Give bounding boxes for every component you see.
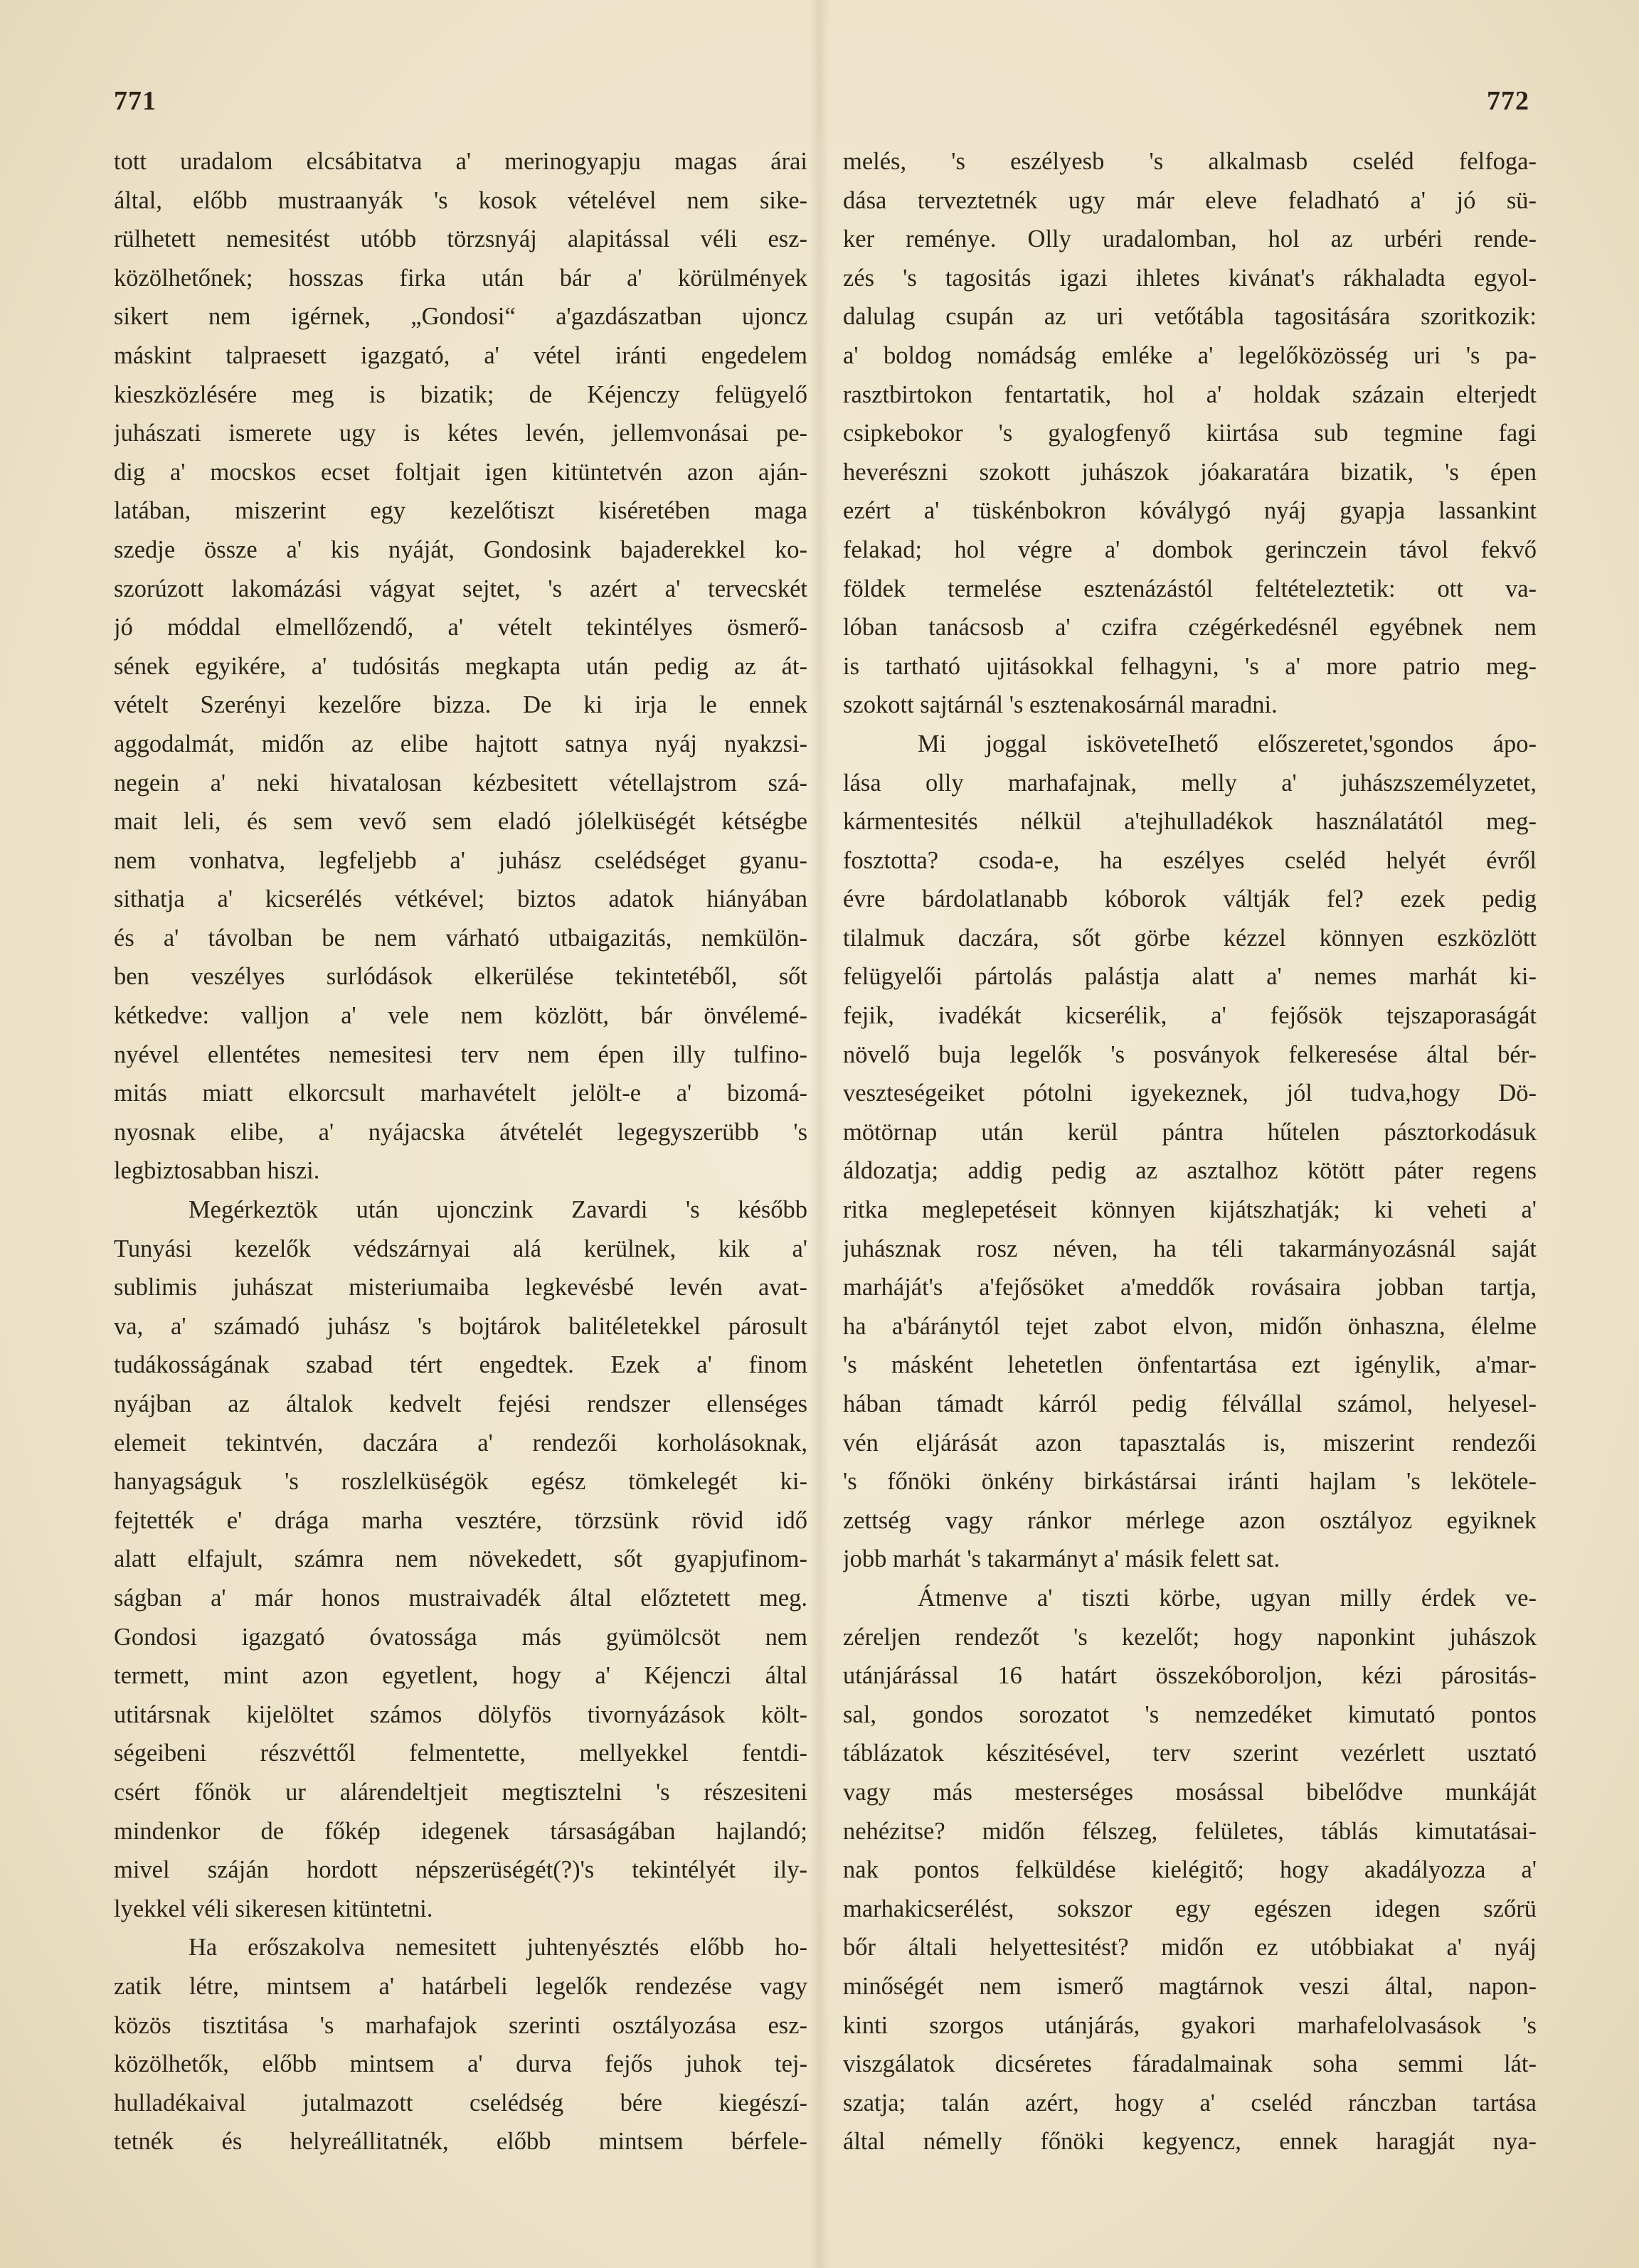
text-line: mitás miatt elkorcsult marhavételt jelölt-e a' bizomá- [114, 1080, 807, 1107]
text-line: lyekkel véli sikeresen kitüntetni. [114, 1895, 433, 1922]
text-line: nem vonhatva, legfeljebb a' juhász cselédséget gyanu- [114, 846, 807, 874]
text-line: marháját's a'fejősöket a'meddők rovásaira jobban tartja, [843, 1274, 1537, 1301]
text-line: máskint talpraesett igazgató, a' vétel iránti engedelem [114, 341, 807, 369]
text-line: szorúzott lakomázási vágyat sejtet, 's azért a' tervecskét [114, 575, 807, 602]
text-line: fejtették e' drága marha vesztére, törzsünk rövid idő [114, 1506, 807, 1534]
text-line: veszteségeiket pótolni igyekeznek, jól tudva,hogy Dö- [843, 1080, 1537, 1107]
text-line: hanyagságuk 's roszlelküségök egész tömkelegét ki- [114, 1468, 807, 1496]
text-line: utánjárással 16 határt összekóboroljon, kézi párositás- [843, 1662, 1537, 1690]
text-line: viszgálatok dicséretes fáradalmainak soha semmi lát- [843, 2050, 1537, 2078]
text-line: sublimis juhászat misteriumaiba legkevésbé levén avat- [114, 1274, 807, 1301]
text-line: lóban tanácsosb a' czifra czégérkedésnél egyébnek nem [843, 614, 1537, 641]
text-line: rülhetett nemesitést utóbb törzsnyáj alapitással véli esz- [114, 225, 807, 253]
text-line: aggodalmát, midőn az elibe hajtott satnya nyáj nyakzsi- [114, 730, 807, 757]
text-line: növelő buja legelők 's posványok felkeresése által bér- [843, 1040, 1537, 1068]
text-line: évre bárdolatlanabb kóborok váltják fel? ezek pedig [843, 885, 1537, 913]
text-line: tilalmuk daczára, sőt görbe kézzel könnyen eszközlött [843, 924, 1537, 952]
text-line: lása olly marhafajnak, melly a' juhászszemélyzetet, [843, 769, 1537, 797]
text-line: nak pontos felküldése kielégitő; hogy akadályozza a' [843, 1856, 1537, 1884]
text-line: tudákosságának szabad tért engedtek. Ezek a' finom [114, 1351, 807, 1379]
text-line: rasztbirtokon fentartatik, hol a' holdak százain elterjedt [843, 380, 1537, 408]
text-line: és a' távolban be nem várható utbaigazitás, nemkülön- [114, 924, 807, 952]
text-line: Mi joggal isköveteIhető előszeretet,'sgondos ápo- [918, 730, 1537, 757]
text-line: ker reménye. Olly uradalomban, hol az urbéri rende- [843, 225, 1537, 253]
text-line: közölhetők, előbb mintsem a' durva fejős juhok tej- [114, 2050, 807, 2078]
text-line: fejik, ivadékát kicserélik, a' fejősök tejszaporaságát [843, 1002, 1537, 1030]
text-line: földek termelése esztenázástól feltételeztetik: ott va- [843, 575, 1537, 602]
text-line: ben veszélyes surlódások elkerülése tekintetéből, sőt [114, 963, 807, 991]
text-line: dása terveztetnék ugy már eleve feladható a' jó sü- [843, 186, 1537, 214]
text-line: vagy más mesterséges mosással bibelődve munkáját [843, 1778, 1537, 1806]
text-line: zettség vagy ránkor mérlege azon osztályoz egyiknek [843, 1506, 1537, 1534]
text-line: sithatja a' kicserélés vétkével; biztos adatok hiányában [114, 885, 807, 913]
text-line: melés, 's eszélyesb 's alkalmasb cseléd felfoga- [843, 148, 1537, 175]
text-line: a' boldog nomádság emléke a' legelőközösség uri 's pa- [843, 341, 1537, 369]
text-line: ségeibeni részvéttől felmentette, mellyekkel fentdi- [114, 1740, 807, 1767]
text-line: va, a' számadó juhász 's bojtárok balitéletekkel párosult [114, 1312, 807, 1340]
text-line: mait leli, és sem vevő sem eladó jólelküségét kétségbe [114, 808, 807, 836]
text-line: által némelly főnöki kegyencz, ennek haragját nya- [843, 2128, 1537, 2156]
text-line: szedje össze a' kis nyáját, Gondosink bajaderekkel ko- [114, 536, 807, 563]
text-line: zés 's tagositás igazi ihletes kivánat's rákhaladta egyol- [843, 264, 1537, 292]
text-column-right [843, 142, 1537, 2161]
text-line: alatt elfajult, számra nem növekedett, sőt gyapjufinom- [114, 1545, 807, 1573]
text-line: juhászati ismerete ugy is kétes levén, jellemvonásai pe- [114, 420, 807, 447]
text-line: nyosnak elibe, a' nyájacska átvételét legegyszerübb 's [114, 1118, 807, 1146]
text-line: kinti szorgos utánjárás, gyakori marhafelolvasások 's [843, 2011, 1537, 2039]
text-line: mindenkor de főkép idegenek társaságában hajlandó; [114, 1817, 807, 1845]
text-line: Megérkeztök után ujonczink Zavardi 's később [189, 1196, 807, 1224]
text-line: 's másként lehetetlen önfentartása ezt igénylik, a'mar- [843, 1351, 1537, 1379]
text-line: nehézitse? midőn félszeg, felületes, táblás kimutatásai- [843, 1817, 1537, 1845]
text-line: csért főnök ur alárendeltjeit megtisztelni 's részesiteni [114, 1778, 807, 1806]
text-line: Gondosi igazgató óvatossága más gyümölcsöt nem [114, 1623, 807, 1651]
text-line: felügyelői pártolás palástja alatt a' nemes marhát ki- [843, 963, 1537, 991]
text-line: nyájban az általok kedvelt fejési rendszer ellenséges [114, 1390, 807, 1417]
text-line: jó móddal elmellőzendő, a' vételt tekintélyes ösmerő- [114, 614, 807, 641]
text-line: ha a'báránytól tejet zabot elvon, midőn önhaszna, élelme [843, 1312, 1537, 1340]
text-line: dalulag csupán az uri vetőtábla tagositására szoritkozik: [843, 303, 1537, 331]
text-line: közös tisztitása 's marhafajok szerinti osztályozása esz- [114, 2011, 807, 2039]
text-line: sikert nem igérnek, „Gondosi“ a'gazdászatban ujoncz [114, 303, 807, 331]
text-line: heverészni szokott juhászok jóakaratára bizatik, 's épen [843, 458, 1537, 486]
text-line: elemeit tekintvén, daczára a' rendezői korholásoknak, [114, 1429, 807, 1457]
text-line: marhakicserélést, sokszor egy egészen idegen szőrü [843, 1895, 1537, 1922]
page-number-left: 771 [114, 86, 157, 116]
text-line: Tunyási kezelők védszárnyai alá kerülnek, kik a' [114, 1235, 807, 1262]
text-line: által, előbb mustraanyák 's kosok vételével nem sike- [114, 186, 807, 214]
text-line: csipkebokor 's gyalogfenyő kiirtása sub tegmine fagi [843, 420, 1537, 447]
text-line: nyével ellentétes nemesitesi terv nem épen illy tulfino- [114, 1040, 807, 1068]
text-line: tetnék és helyreállitatnék, előbb mintsem bérfele- [114, 2128, 807, 2156]
text-line: latában, miszerint egy kezelőtiszt kiséretében maga [114, 497, 807, 525]
text-line: juhásznak rosz néven, ha téli takarmányozásnál saját [843, 1235, 1537, 1262]
text-line: termett, mint azon egyetlent, hogy a' Kéjenczi által [114, 1662, 807, 1690]
text-line: is tartható ujitásokkal felhagyni, 's a' more patrio meg- [843, 652, 1537, 680]
text-line: minőségét nem ismerő magtárnok veszi által, napon- [843, 1972, 1537, 2000]
text-line: felakad; hol végre a' dombok gerinczein távol fekvő [843, 536, 1537, 563]
text-line: utitársnak kijelöltet számos dölyfös tivornyázások költ- [114, 1700, 807, 1728]
text-line: Ha erőszakolva nemesitett juhtenyésztés előbb ho- [189, 1934, 807, 1961]
text-line: mötörnap után kerül pántra hűtelen pásztorkodásuk [843, 1118, 1537, 1146]
text-line: vén eljárását azon tapasztalás is, miszerint rendezői [843, 1429, 1537, 1457]
text-line: tott uradalom elcsábitatva a' merinogyapju magas árai [114, 148, 807, 175]
text-line: szokott sajtárnál 's esztenakosárnál maradni. [843, 691, 1278, 719]
text-line: dig a' mocskos ecset foltjait igen kitüntetvén azon aján- [114, 458, 807, 486]
text-line: mivel száján hordott népszerüségét(?)'s tekintélyét ily- [114, 1856, 807, 1884]
text-line: bőr általi helyettesitést? midőn ez utóbbiakat a' nyáj [843, 1934, 1537, 1961]
text-line: ritka meglepetéseit könnyen kijátszhatják; ki veheti a' [843, 1196, 1537, 1224]
text-line: legbiztosabban hiszi. [114, 1157, 320, 1185]
text-line: szatja; talán azért, hogy a' cseléd ránczban tartása [843, 2089, 1537, 2117]
text-line: kieszközlésére meg is bizatik; de Kéjenczy felügyelő [114, 380, 807, 408]
text-line: kétkedve: valljon a' vele nem közlött, bár önvélemé- [114, 1002, 807, 1030]
text-line: Átmenve a' tiszti körbe, ugyan milly érdek ve- [918, 1584, 1537, 1612]
page-number-right: 772 [1487, 86, 1529, 116]
text-line: zéreljen rendezőt 's kezelőt; hogy naponkint juhászok [843, 1623, 1537, 1651]
text-line: jobb marhát 's takarmányt a' másik felett sat. [843, 1545, 1280, 1573]
text-line: sal, gondos sorozatot 's nemzedéket kimutató pontos [843, 1700, 1537, 1728]
text-line: hulladékaival jutalmazott cselédség bére kiegészí- [114, 2089, 807, 2117]
text-line: áldozatja; addig pedig az asztalhoz kötött páter regens [843, 1157, 1537, 1185]
text-line: 's főnöki önkény birkástársai iránti hajlam 's lekötele- [843, 1468, 1537, 1496]
text-line: sének egyikére, a' tudósitás megkapta után pedig az át- [114, 652, 807, 680]
text-column-left [114, 142, 807, 2161]
text-line: ságban a' már honos mustraivadék által előztetett meg. [114, 1584, 807, 1612]
page-gutter [810, 0, 829, 2268]
text-line: ezért a' tüskénbokron kóválygó nyáj gyapja lassankint [843, 497, 1537, 525]
text-line: zatik létre, mintsem a' határbeli legelők rendezése vagy [114, 1972, 807, 2000]
text-line: negein a' neki hivatalosan kézbesitett vétellajstrom szá- [114, 769, 807, 797]
text-line: hában támadt kárról pedig félvállal számol, helyesel- [843, 1390, 1537, 1417]
text-line: kármentesités nélkül a'tejhulladékok használatától meg- [843, 808, 1537, 836]
text-line: fosztotta? csoda-e, ha eszélyes cseléd helyét évről [843, 846, 1537, 874]
text-line: vételt Szerényi kezelőre bizza. De ki irja le ennek [114, 691, 807, 719]
text-line: közölhetőnek; hosszas firka után bár a' körülmények [114, 264, 807, 292]
text-line: táblázatok készitésével, terv szerint vezérlett usztató [843, 1740, 1537, 1767]
